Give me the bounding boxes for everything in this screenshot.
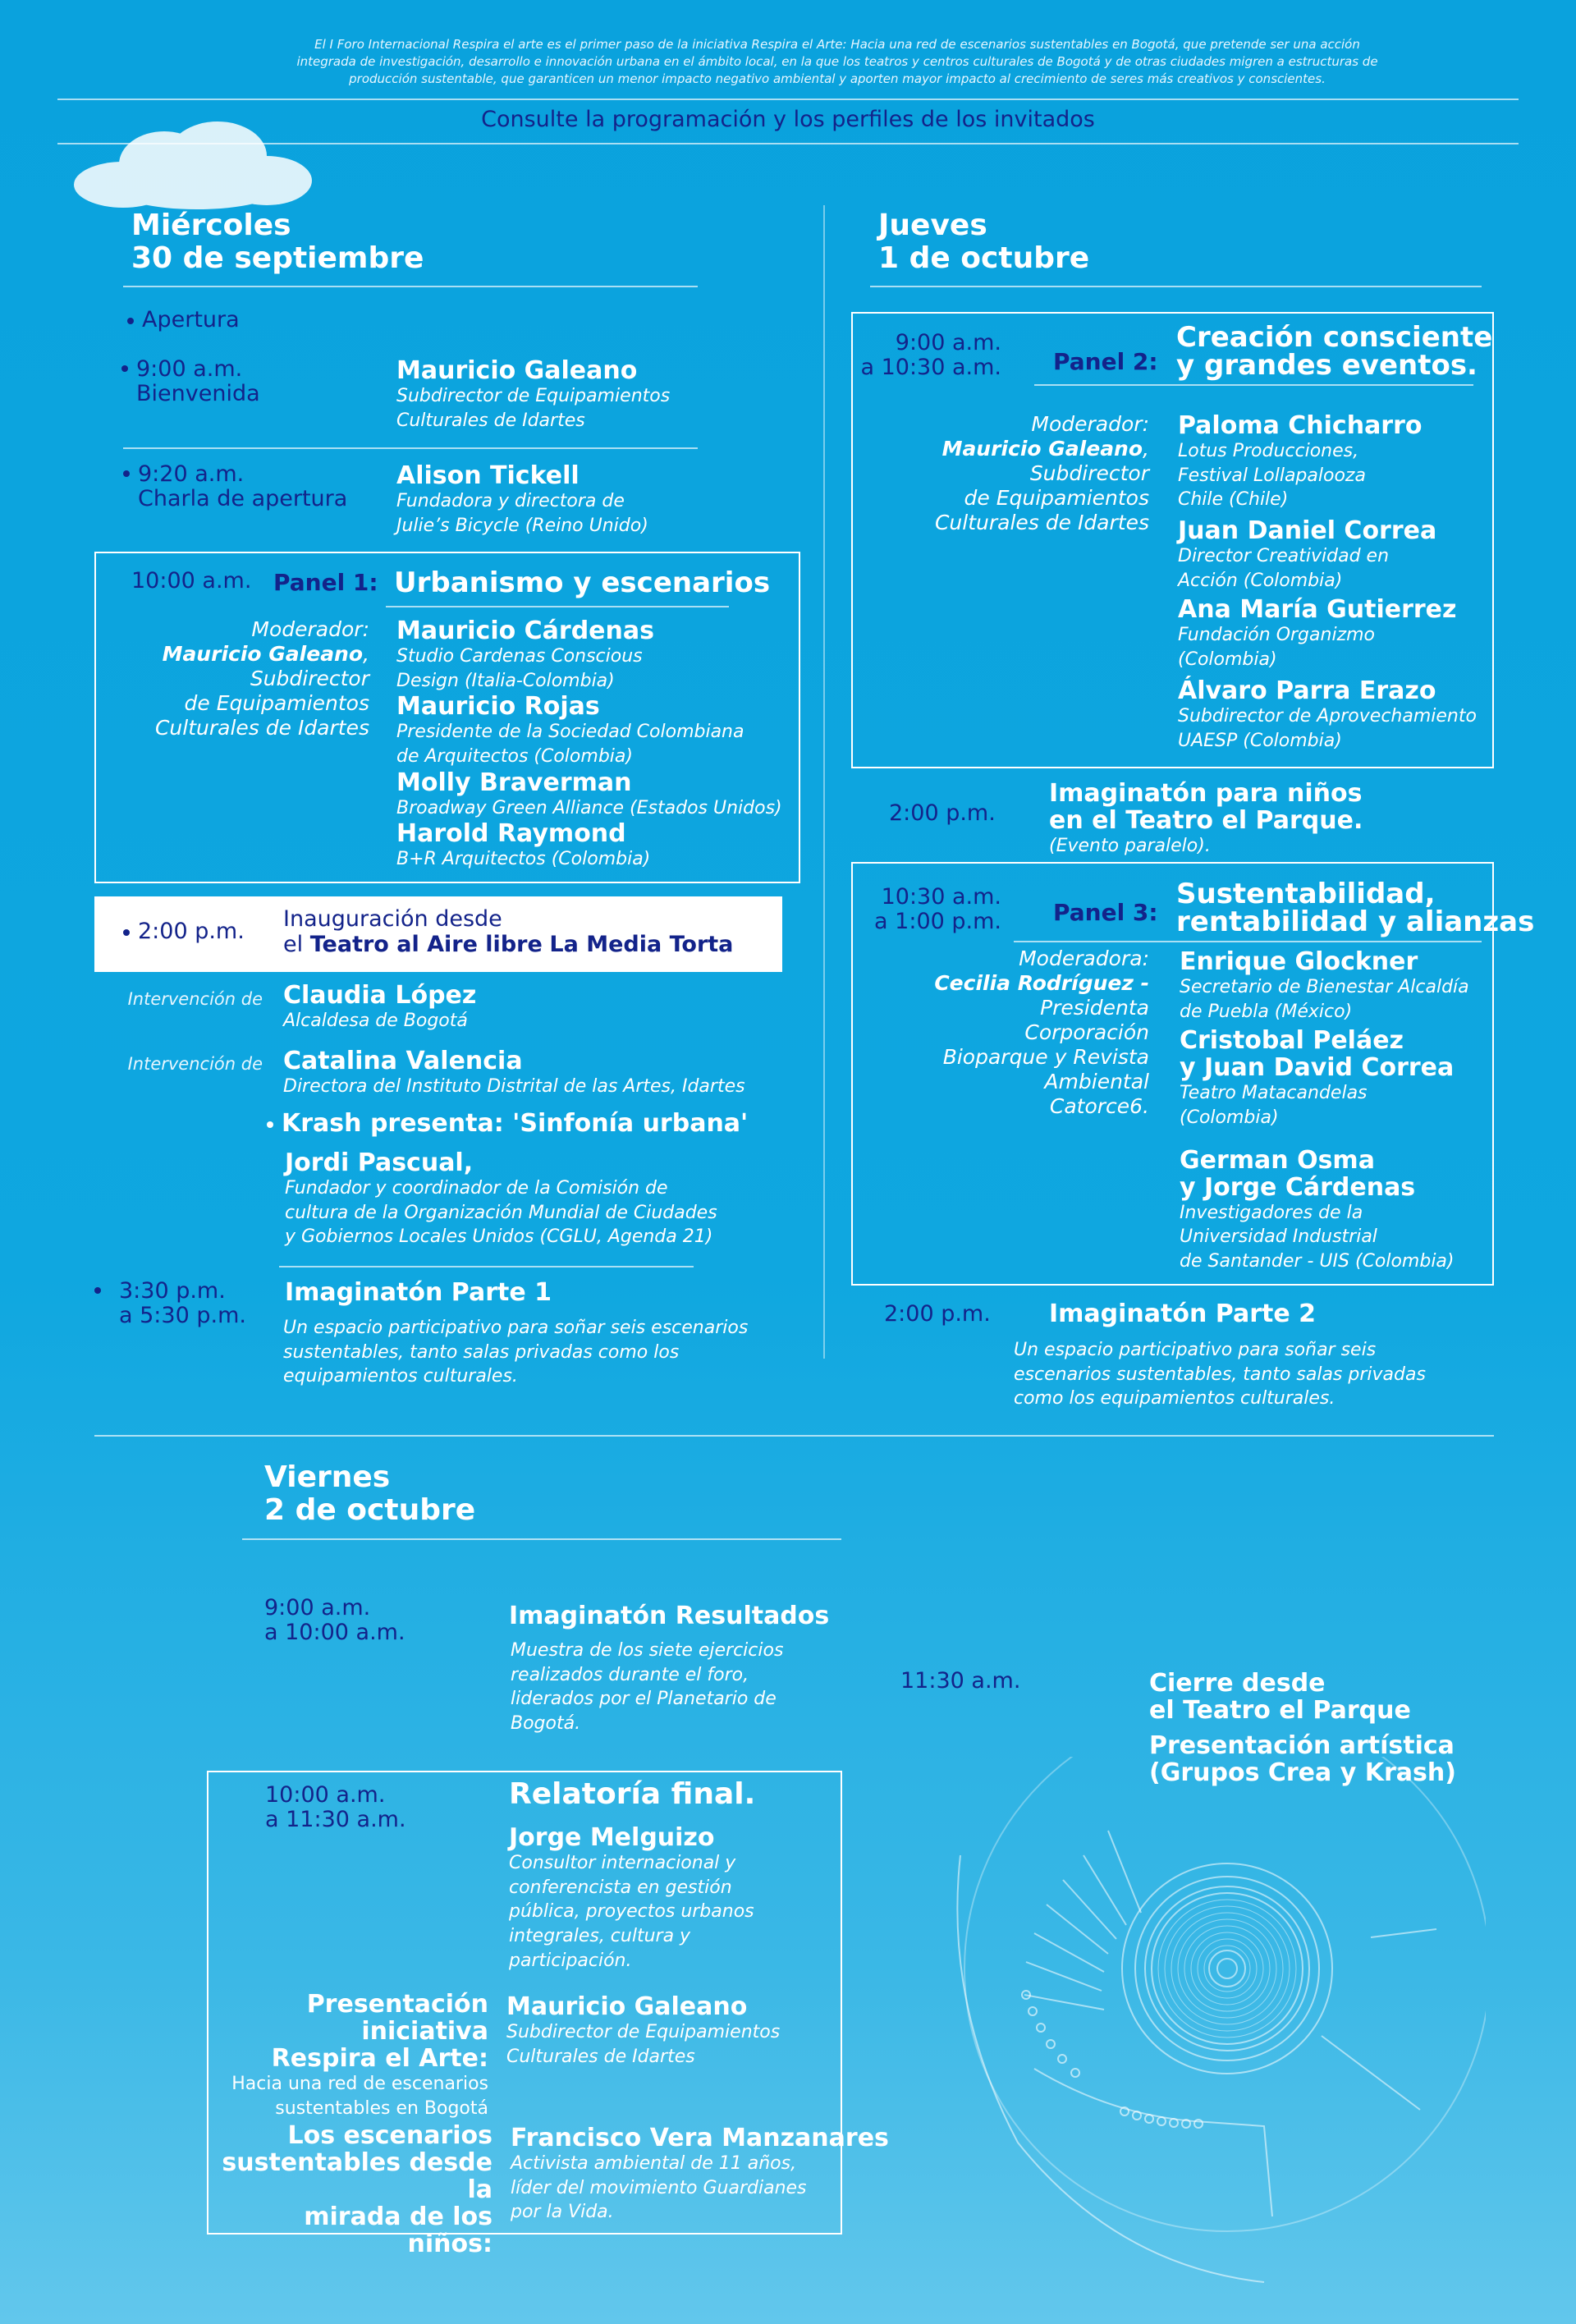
closing-time: 11:30 a.m.	[900, 1668, 1021, 1694]
panel2-title: Creación consciente y grandes eventos.	[1176, 321, 1493, 382]
divider	[242, 1538, 841, 1540]
panel3-speakers	[1180, 948, 1491, 1274]
cloud-icon	[66, 107, 320, 213]
intervention-label: Intervención de	[127, 989, 263, 1009]
divider	[279, 1266, 694, 1267]
panel3-title: Sustentabilidad, rentabilidad y alianzas	[1176, 878, 1535, 938]
inauguration-text: Inauguración desde el Teatro al Aire libre La Media Torta	[283, 906, 734, 958]
intervention-label: Intervención de	[127, 1054, 263, 1074]
inauguration-time: 2:00 p.m.	[123, 919, 245, 944]
panel3-label: Panel 3:	[1053, 899, 1158, 926]
divider	[870, 286, 1482, 287]
speaker: Cristobal Peláez y Juan David Correa Teatro Matacandelas (Colombia)	[1180, 1026, 1455, 1129]
results-title: Imaginatón Resultados	[509, 1602, 830, 1630]
initiative-label: Presentación iniciativa Respira el Arte: Hacia una red de escenarios sustentables en Bogotá	[231, 1990, 488, 2119]
closing-text: Cierre desde el Teatro el Parque Presentación artística (Grupos Crea y Krash)	[1149, 1669, 1456, 1787]
panel2-speakers	[1178, 412, 1490, 753]
panel3-time: 10:30 a.m. a 1:00 p.m.	[874, 884, 1001, 935]
divider	[386, 606, 729, 607]
kids-view-label: Los escenarios sustentables desde la mirada de los niños:	[222, 2121, 492, 2258]
imaginaton2-desc: Un espacio participativo para soñar seis escenarios sustentables, tanto salas privadas como los equipamientos culturales.	[1014, 1340, 1426, 1410]
speaker: Mauricio Cárdenas Studio Cardenas Conscious Design (Italia-Colombia)	[396, 617, 654, 691]
panel1-speakers	[396, 617, 790, 872]
panel2-moderator: Moderador: Mauricio Galeano, Subdirector de Equipamientos Culturales de Idartes	[934, 412, 1149, 534]
panel1-title: Urbanismo y escenarios	[394, 566, 771, 599]
day3-heading: Viernes 2 de octubre	[264, 1460, 476, 1527]
final-title: Relatoría final.	[509, 1777, 756, 1811]
imaginaton2-time: 2:00 p.m.	[884, 1301, 991, 1327]
welcome-speaker: Mauricio Galeano Subdirector de Equipamientos Culturales de Idartes	[396, 356, 671, 431]
welcome-time: 9:00 a.m. Bienvenida	[123, 357, 260, 406]
intro-text: El I Foro Internacional Respira el arte es el primer paso de la iniciativa Respira el Arte: Hacia una red de escenarios sustentables en Bogotá, que pretende ser una acción integrada de investigación, desarrollo e innovación urbana en el ámbito local, en la que los teatros y centros culturales de Bogotá y de otras ciudades migren a estructuras de producción sustentable, que garanticen un menor impacto negativo ambiental y aporten mayor impacto al crecimiento de seres más creativos y conscientes.	[296, 37, 1378, 86]
panel2-label: Panel 2:	[1053, 348, 1158, 375]
divider	[123, 447, 698, 449]
panel1-moderator: Moderador: Mauricio Galeano, Subdirector de Equipamientos Culturales de Idartes	[154, 617, 369, 740]
speaker: Mauricio Rojas Presidente de la Sociedad Colombiana de Arquitectos (Colombia)	[396, 692, 744, 768]
final-speaker: Jorge Melguizo Consultor internacional y conferencista en gestión pública, proyectos urbanos integrales, cultura y participación.	[509, 1823, 754, 1971]
results-time: 9:00 a.m. a 10:00 a.m.	[264, 1595, 405, 1646]
panel2-time: 9:00 a.m. a 10:30 a.m.	[860, 330, 1001, 381]
speaker: German Osma y Jorge Cárdenas Investigadores de la Universidad Industrial de Santander - UIS (Colombia)	[1180, 1145, 1455, 1272]
final-time: 10:00 a.m. a 11:30 a.m.	[265, 1782, 406, 1833]
divider	[1014, 941, 1482, 942]
speaker: Juan Daniel Correa Director Creatividad en Acción (Colombia)	[1178, 516, 1437, 591]
speaker: Harold Raymond B+R Arquitectos (Colombia)	[396, 819, 651, 870]
imaginaton2-title: Imaginatón Parte 2	[1049, 1300, 1317, 1328]
imaginaton1-time: 3:30 p.m. a 5:30 p.m.	[94, 1279, 246, 1328]
opening-label: Apertura	[127, 308, 240, 332]
panel3-moderator: Moderadora: Cecilia Rodríguez - Presidenta Corporación Bioparque y Revista Ambiental Catorce6.	[934, 947, 1149, 1118]
divider	[1034, 384, 1473, 386]
intervention-catalina: Catalina Valencia Directora del Instituto Distrital de las Artes, Idartes	[283, 1047, 745, 1097]
column-divider	[823, 205, 825, 1359]
krash-presenta: Krash presenta: 'Sinfonía urbana'	[267, 1110, 748, 1137]
program-link[interactable]: Consulte la programación y los perfiles de los invitados	[481, 107, 1095, 132]
day2-heading: Jueves 1 de octubre	[878, 209, 1090, 275]
speaker: Ana María Gutierrez Fundación Organizmo (Colombia)	[1178, 595, 1457, 671]
imaginaton1-title: Imaginatón Parte 1	[285, 1278, 552, 1307]
speaker: Paloma Chicharro Lotus Producciones, Festival Lollapalooza Chile (Chile)	[1178, 411, 1423, 511]
speaker: Álvaro Parra Erazo Subdirector de Aprovechamiento UAESP (Colombia)	[1178, 676, 1477, 751]
jordi-pascual: Jordi Pascual, Fundador y coordinador de la Comisión de cultura de la Organización Mundial de Ciudades y Gobiernos Locales Unidos (CGLU, Agenda 21)	[285, 1148, 717, 1248]
divider	[57, 99, 1519, 100]
kids-view-speaker: Francisco Vera Manzanares Activista ambiental de 11 años, líder del movimiento Guardianes por la Vida.	[511, 2124, 889, 2223]
divider	[94, 1435, 1494, 1437]
speaker: Enrique Glockner Secretario de Bienestar Alcaldía de Puebla (México)	[1180, 947, 1469, 1022]
kids-event: Imaginatón para niños en el Teatro el Parque. (Evento paralelo).	[1049, 779, 1363, 856]
panel1-time: 10:00 a.m.	[131, 568, 252, 594]
results-desc: Muestra de los siete ejercicios realizados durante el foro, liderados por el Planetario de Bogotá.	[511, 1640, 784, 1735]
theater-plan-illustration	[911, 1757, 1486, 2323]
day1-heading: Miércoles 30 de septiembre	[131, 209, 424, 275]
speaker: Molly Braverman Broadway Green Alliance (Estados Unidos)	[396, 768, 782, 818]
initiative-speaker: Mauricio Galeano Subdirector de Equipamientos Culturales de Idartes	[506, 1992, 781, 2067]
intervention-claudia: Claudia López Alcaldesa de Bogotá	[283, 981, 477, 1031]
panel1-label: Panel 1:	[273, 569, 378, 596]
imaginaton1-desc: Un espacio participativo para soñar seis escenarios sustentables, tanto salas privadas como los equipamientos culturales.	[283, 1318, 749, 1387]
kids-time: 2:00 p.m.	[889, 800, 996, 826]
talk-time: 9:20 a.m. Charla de apertura	[123, 462, 347, 511]
talk-speaker: Alison Tickell Fundadora y directora de Julie’s Bicycle (Reino Unido)	[396, 461, 648, 536]
divider	[123, 286, 698, 287]
